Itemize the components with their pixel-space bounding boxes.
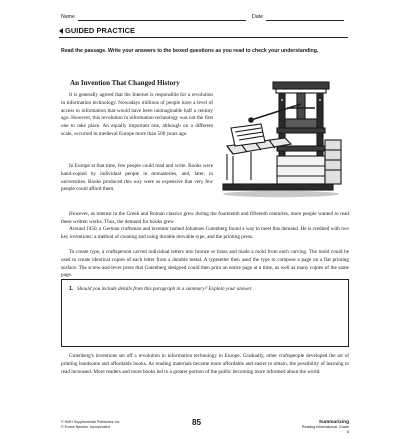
date-label: Date [252, 14, 263, 20]
question-1-text: Should you include details from this paragraph in a summary? Explain your answer. [77, 286, 253, 292]
section-title [59, 26, 135, 35]
paragraph-2: In Europe at that time, few people could read and write. Books were hand-copied by individual people in monasteries, and, later, in universities. Books produced this way were so expensive that very few people could afford them. [61, 163, 213, 193]
name-label: Name [61, 14, 75, 20]
footer-topic-title: Summarizing [318, 420, 349, 425]
printing-press-illustration [221, 80, 349, 200]
paragraph-1: It is generally agreed that the Internet is responsible for a revolution in information technology. Nowadays millions of people have a level of access to information that would have been unimaginable half a century ago. However, this revolution in information technology was not the first one to take place. An equally important one, although on a different scale, occurred in medieval Europe more than 500 years ago. [61, 92, 213, 137]
section-title-text: GUIDED PRACTICE [65, 26, 136, 35]
paragraph-5: To create type, a craftsperson carved individual letters into bronze or brass and made a mold from each carving. The mold could be used to create identical copies of each letter from a durable metal. A typesetter then used the type to compose a page on a flat printing surface. The screw-and-lever press that Gutenberg designed could then print an entire page at a time, as well as many copies of the same page. [61, 249, 349, 279]
paragraph-6: Gutenberg's inventions set off a revolution in information technology in Europe. Gradually, other craftspeople developed the art of printing handsome and affordable books. As reading materials became more affordable and easier to obtain, the possibility of learning to read increased. More readers and more books led to a greater portion of the public becoming more informed about the world. [61, 353, 349, 375]
copyright-line-2: © Evans Newton, Incorporated [61, 425, 110, 429]
instructions: Read the passage. Write your answers to the boxed questions as you read to check your understanding. [61, 48, 319, 54]
name-line[interactable] [78, 20, 246, 21]
title-divider [59, 37, 348, 38]
date-line[interactable] [266, 20, 344, 21]
paragraph-3: However, as interest in the Greek and Roman classics grew during the fourteenth and fifteenth centuries, more people wanted to read these written works. Thus, the demand for books grew. [61, 211, 349, 225]
question-1-answer-box[interactable] [61, 279, 349, 347]
page-number: 85 [192, 418, 202, 427]
footer-topic-subtitle: Reading Informational, Grade 8 [301, 425, 349, 434]
question-1-number: 1. [69, 286, 74, 292]
paragraph-4: Around 1450, a German craftsman and inventor named Johannes Gutenberg found a way to meet this demand. He is credited with two key inventions: a method of creating and using durable movable type, and the printing press. [61, 226, 349, 240]
footer-copyright [61, 420, 120, 430]
triangle-left-icon [59, 28, 63, 34]
story-title: An Invention That Changed History [70, 79, 180, 87]
footer-topic [300, 420, 349, 435]
copyright-line-1: © HMH Supplemental Publishers Inc. [61, 420, 121, 424]
